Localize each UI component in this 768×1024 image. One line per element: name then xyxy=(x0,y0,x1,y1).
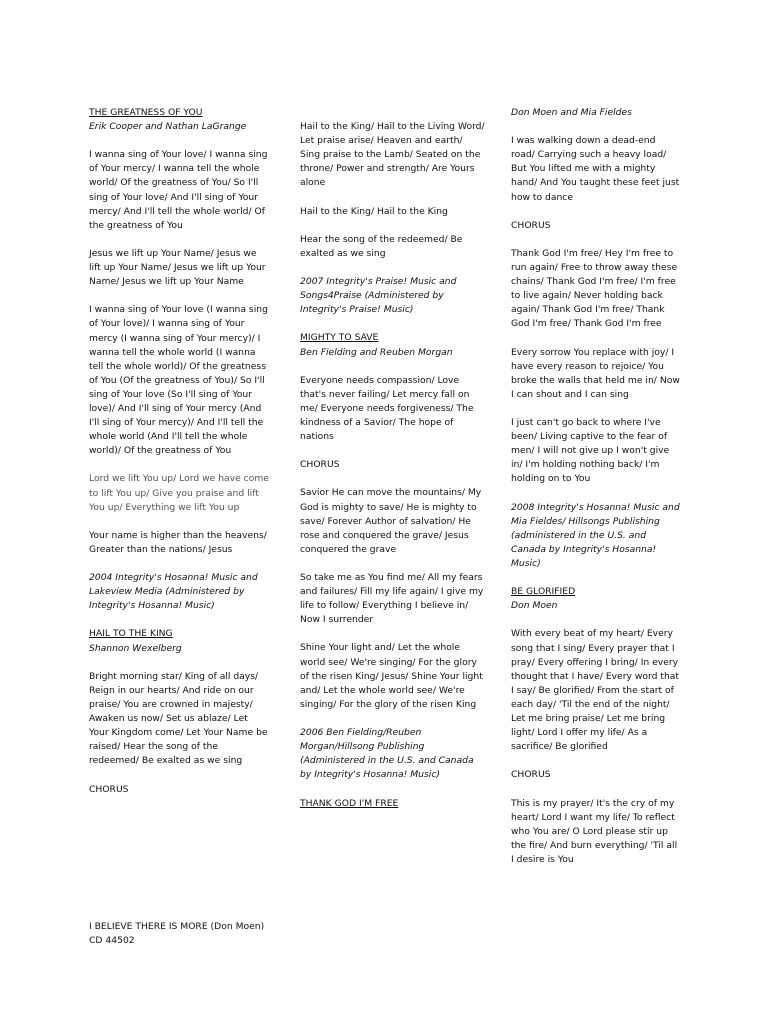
copyright-note: 2007 Integrity's Praise! Music and Songs4Praise (Administered by Integrity's Praise! Music) xyxy=(300,276,457,316)
copyright-note: 2006 Ben Fielding/Reuben Morgan/Hillsong Publishing (Administered in the U.S. and Canada by Integrity's Hosanna! Music) xyxy=(300,727,474,781)
lyrics-verse: Every sorrow You replace with joy/ I have every reason to rejoice/ You broke the walls that held me in/ Now I can shout and I can sing xyxy=(511,346,680,400)
lyrics-verse: Your name is higher than the heavens/ Greater than the nations/ Jesus xyxy=(89,529,267,555)
song-author: Don Moen and Mia Fieldes xyxy=(511,107,632,118)
lyrics-verse: With every beat of my heart/ Every song that I sing/ Every prayer that I pray/ Every offering I bring/ In every thought that I have/ Every word that I say/ Be glorified/ From the start of each day/ 'Til the end of the night/ Let me bring praise/ Let me bring light/ Lord I offer my life/ As a sacrifice/ Be glorified xyxy=(511,628,680,753)
footer-album-title: I BELIEVE THERE IS MORE (Don Moen) xyxy=(89,921,265,932)
lyrics-verse: Savior He can move the mountains/ My God is mighty to save/ He is mighty to save/ Forever Author of salvation/ He rose and conquered the grave/ Jesus conquered the grave xyxy=(300,487,482,555)
lyrics-verse: This is my prayer/ It's the cry of my heart/ Lord I want my life/ To reflect who You are/ O Lord please stir up the fire/ And burn everything/ 'Til all I desire is You xyxy=(511,797,678,865)
song-title: HAIL TO THE KING xyxy=(89,628,173,640)
lyrics-verse: Shine Your light and/ Let the whole world see/ We're singing/ For the glory of the risen King/ Jesus/ Shine Your light and/ Let the whole world see/ We're singing/ For the glory of the risen King xyxy=(300,642,483,710)
lyrics-verse: I was walking down a dead-end road/ Carrying such a heavy load/ But You lifted me with a mighty hand/ And You taught these feet just how to dance xyxy=(511,135,680,203)
lyrics-column-3 xyxy=(511,106,681,881)
lyrics-verse: I just can't go back to where I've been/ Living captive to the fear of men/ I will not give up I won't give in/ I'm holding nothing back/ I'm holding on to You xyxy=(511,417,670,485)
copyright-note: 2004 Integrity's Hosanna! Music and Lakeview Media (Administered by Integrity's Hosanna! Music) xyxy=(89,572,258,612)
song-author: Ben Fielding and Reuben Morgan xyxy=(300,346,453,358)
chorus-label: CHORUS xyxy=(89,783,129,795)
song-title: THE GREATNESS OF YOU xyxy=(89,107,203,118)
lyrics-column-1 xyxy=(89,106,269,811)
lyrics-verse: Thank God I'm free/ Hey I'm free to run again/ Free to throw away these chains/ Thank God I'm free/ I'm free to live again/ Never holding back again/ Thank God I'm free/ Thank God I'm free/ Thank God I'm free xyxy=(511,247,678,330)
copyright-note: 2008 Integrity's Hosanna! Music and Mia Fieldes/ Hillsongs Publishing (administered in the U.S. and Canada by Integrity's Hosanna! Music) xyxy=(511,501,680,569)
song-title: THANK GOD I'M FREE xyxy=(300,797,399,809)
lyrics-verse: Everyone needs compassion/ Love that's never failing/ Let mercy fall on me/ Everyone needs forgiveness/ The kindness of a Savior/ The hope of nations xyxy=(300,374,474,443)
song-author: Don Moen xyxy=(511,600,558,612)
chorus-label: CHORUS xyxy=(511,219,551,231)
song-author: Erik Cooper and Nathan LaGrange xyxy=(89,121,247,133)
song-title: MIGHTY TO SAVE xyxy=(300,332,379,344)
lyrics-verse: Bright morning star/ King of all days/ Reign in our hearts/ And ride on our praise/ You are crowned in majesty/ Awaken us now/ Set us ablaze/ Let Your Kingdom come/ Let Your Name be raised/ Hear the song of the redeemed/ Be exalted as we sing xyxy=(89,670,268,767)
lyrics-verse: Hail to the King/ Hail to the King xyxy=(300,205,448,217)
chorus-label: CHORUS xyxy=(300,459,340,471)
lyrics-verse: So take me as You find me/ All my fears and failures/ Fill my life again/ I give my life to follow/ Everything I believe in/ Now I surrender xyxy=(300,572,484,626)
song-author: Shannon Wexelberg xyxy=(89,642,182,654)
lyrics-verse: Lord we lift You up/ Lord we have come to lift You up/ Give you praise and lift You up/ Everything we lift You up xyxy=(89,473,269,513)
lyrics-verse: I wanna sing of Your love/ I wanna sing of Your mercy/ I wanna tell the whole world/ Of the greatness of You/ So I'll sing of Your love/ And I'll sing of Your mercy/ And I'll tell the whole world/ Of the greatness of You xyxy=(89,149,268,231)
lyrics-column-2 xyxy=(300,120,485,811)
lyrics-verse: Hail to the King/ Hail to the Living Word/ Let praise arise/ Heaven and earth/ Sing praise to the Lamb/ Seated on the throne/ Power and strength/ Are Yours alone xyxy=(300,121,485,189)
lyrics-verse: Hear the song of the redeemed/ Be exalted as we sing xyxy=(300,233,463,259)
page-footer xyxy=(89,920,309,948)
lyrics-verse: I wanna sing of Your love (I wanna sing of Your love)/ I wanna sing of Your mercy (I wanna sing of Your mercy)/ I wanna tell the whole world (I wanna tell the whole world)/ Of the greatness of You (Of the greatness of You)/ So I'll sing of Your love (So I'll sing of Your love)/ And I'll sing of Your mercy (And I'll sing of Your mercy)/ And I'll tell the whole world (And I'll tell the whole world)/ Of the greatness of You xyxy=(89,304,268,457)
song-title: BE GLORIFIED xyxy=(511,586,576,598)
chorus-label: CHORUS xyxy=(511,769,551,781)
footer-cd-number: CD 44502 xyxy=(89,935,135,947)
lyrics-verse: Jesus we lift up Your Name/ Jesus we lift up Your Name/ Jesus we lift up Your Name/ Jesus we lift up Your Name xyxy=(89,247,266,288)
